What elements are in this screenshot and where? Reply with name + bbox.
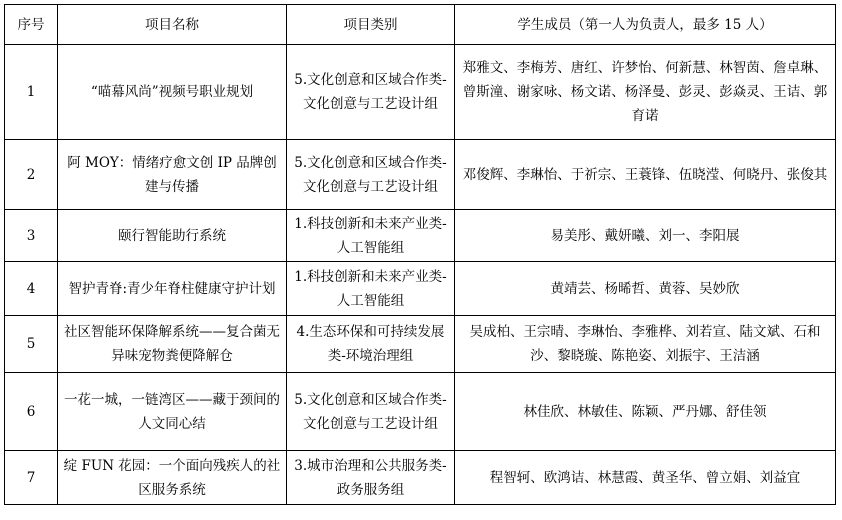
header-index: 序号 — [5, 5, 58, 45]
header-row — [5, 5, 836, 45]
project-table — [4, 4, 836, 505]
table-row — [5, 45, 836, 140]
row-index: 2 — [5, 140, 58, 210]
row-project-name: 绽 FUN 花园：一个面向残疾人的社区服务系统 — [58, 451, 287, 505]
row-project-category: 5.文化创意和区域合作类-文化创意与工艺设计组 — [287, 45, 455, 140]
row-index: 4 — [5, 262, 58, 316]
row-project-category: 1.科技创新和未来产业类-人工智能组 — [287, 262, 455, 316]
header-members: 学生成员（第一人为负责人，最多 15 人） — [455, 5, 836, 45]
table-row — [5, 210, 836, 262]
row-project-category: 5.文化创意和区域合作类-文化创意与工艺设计组 — [287, 140, 455, 210]
row-members: 易美彤、戴妍曦、刘一、李阳展 — [455, 210, 836, 262]
row-index: 1 — [5, 45, 58, 140]
row-project-name: 阿 MOY：情绪疗愈文创 IP 品牌创建与传播 — [58, 140, 287, 210]
table-row — [5, 451, 836, 505]
row-members: 吴成柏、王宗晴、李琳怡、李雅桦、刘若宣、陆文斌、石和沙、黎晓璇、陈艳姿、刘振宇、王洁涵 — [455, 316, 836, 373]
row-project-category: 3.城市治理和公共服务类-政务服务组 — [287, 451, 455, 505]
table-row — [5, 262, 836, 316]
table-row — [5, 316, 836, 373]
table-header — [5, 5, 836, 45]
row-project-category: 4.生态环保和可持续发展类-环境治理组 — [287, 316, 455, 373]
row-members: 程智轲、欧鸿诘、林慧霞、黄圣华、曾立娟、刘益宜 — [455, 451, 836, 505]
row-project-name: 一花一城，一链湾区——藏于颈间的人文同心结 — [58, 373, 287, 451]
header-project-name: 项目名称 — [58, 5, 287, 45]
row-index: 6 — [5, 373, 58, 451]
row-project-name: 颐行智能助行系统 — [58, 210, 287, 262]
row-members: 林佳欣、林敏佳、陈颖、严丹娜、舒佳领 — [455, 373, 836, 451]
row-index: 7 — [5, 451, 58, 505]
row-project-name: 智护青脊:青少年脊柱健康守护计划 — [58, 262, 287, 316]
row-project-category: 1.科技创新和未来产业类-人工智能组 — [287, 210, 455, 262]
header-project-category: 项目类别 — [287, 5, 455, 45]
table-row — [5, 140, 836, 210]
row-members: 邓俊辉、李琳怡、于祈宗、王蓑锋、伍晓滢、何晓丹、张俊其 — [455, 140, 836, 210]
row-project-name: 社区智能环保降解系统——复合菌无异味宠物粪便降解仓 — [58, 316, 287, 373]
table-body — [5, 45, 836, 505]
row-members: 黄靖芸、杨晞哲、黄蓉、吴妙欣 — [455, 262, 836, 316]
row-project-category: 5.文化创意和区域合作类-文化创意与工艺设计组 — [287, 373, 455, 451]
row-index: 5 — [5, 316, 58, 373]
table-row — [5, 373, 836, 451]
row-index: 3 — [5, 210, 58, 262]
row-members: 郑雅文、李梅芳、唐红、许梦怡、何新慧、林智茵、詹卓琳、曾斯潼、谢家咏、杨文诺、杨泽曼、彭灵、彭焱灵、王诘、郭育诺 — [455, 45, 836, 140]
row-project-name: “喵幕风尚”视频号职业规划 — [58, 45, 287, 140]
